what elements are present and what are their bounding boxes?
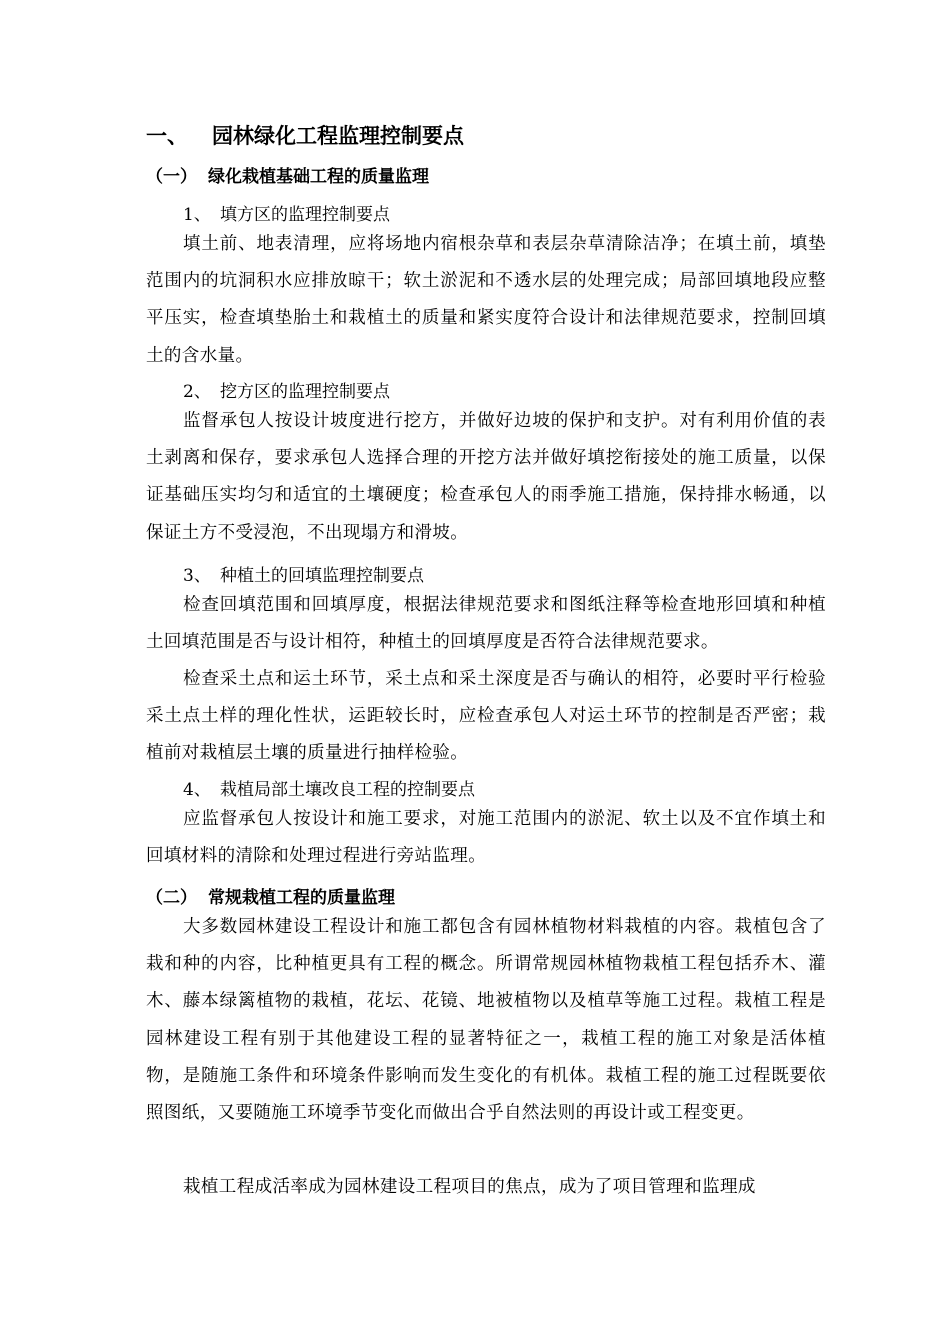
- subsection-heading-1: [183, 200, 390, 225]
- paragraph-6: 大多数园林建设工程设计和施工都包含有园林植物材料栽植的内容。栽植包含了栽和种的内容，比种植更具有工程的概念。所谓常规园林植物栽植工程包括乔木、灌木、藤本绿篱植物的栽植，花坛、花镜、地被植物以及植草等施工过程。栽植工程是园林建设工程有别于其他建设工程的显著特征之一，栽植工程的施工对象是活体植物，是随施工条件和环境条件影响而发生变化的有机体。栽植工程的施工过程既要依照图纸，又要随施工环境季节变化而做出合乎自然法则的再设计或工程变更。: [146, 917, 826, 1124]
- paragraph-4: 检查采土点和运土环节，采土点和采土深度是否与确认的相符，必要时平行检验采土点土样的理化性状，运距较长时，应检查承包人对运土环节的控制是否严密；栽植前对栽植层土壤的质量进行抽样检验。: [146, 669, 826, 764]
- subsection-text: 栽植局部土壤改良工程的控制要点: [220, 780, 475, 800]
- section-heading-2: [146, 883, 395, 908]
- document-title: [146, 120, 464, 150]
- paragraph-2: 监督承包人按设计坡度进行挖方，并做好边坡的保护和支护。对有利用价值的表土剥离和保存，要求承包人选择合理的开挖方法并做好填挖衔接处的施工质量，以保证基础压实均匀和适宜的土壤硬度；检查承包人的雨季施工措施，保持排水畅通，以保证土方不受浸泡，不出现塌方和滑坡。: [146, 411, 826, 543]
- paragraph-5: 应监督承包人按设计和施工要求，对施工范围内的淤泥、软土以及不宜作填土和回填材料的清除和处理过程进行旁站监理。: [146, 809, 826, 867]
- subsection-number: 1、: [183, 205, 211, 225]
- subsection-heading-4: [183, 775, 475, 800]
- subsection-text: 填方区的监理控制要点: [220, 205, 390, 225]
- subsection-text: 挖方区的监理控制要点: [220, 382, 390, 402]
- title-number: 一、: [146, 124, 188, 148]
- subsection-text: 种植土的回填监理控制要点: [220, 566, 424, 586]
- section-text: 常规栽植工程的质量监理: [208, 888, 395, 908]
- title-text: 园林绿化工程监理控制要点: [212, 124, 464, 148]
- section-heading-1: [146, 162, 429, 187]
- paragraph-3: 检查回填范围和回填厚度，根据法律规范要求和图纸注释等检查地形回填和种植土回填范围是否与设计相符，种植土的回填厚度是否符合法律规范要求。: [146, 595, 826, 653]
- subsection-number: 2、: [183, 382, 211, 402]
- subsection-number: 4、: [183, 780, 211, 800]
- paragraph-1: 填土前、地表清理，应将场地内宿根杂草和表层杂草清除洁净；在填土前，填垫范围内的坑洞积水应排放晾干；软土淤泥和不透水层的处理完成；局部回填地段应整平压实，检查填垫胎土和栽植土的质量和紧实度符合设计和法律规范要求，控制回填土的含水量。: [146, 234, 826, 366]
- section-text: 绿化栽植基础工程的质量监理: [208, 167, 429, 187]
- subsection-heading-3: [183, 561, 424, 586]
- section-number: （二）: [146, 888, 197, 908]
- subsection-heading-2: [183, 377, 390, 402]
- section-number: （一）: [146, 167, 197, 187]
- subsection-number: 3、: [183, 566, 211, 586]
- paragraph-7: 栽植工程成活率成为园林建设工程项目的焦点，成为了项目管理和监理成: [183, 1177, 756, 1197]
